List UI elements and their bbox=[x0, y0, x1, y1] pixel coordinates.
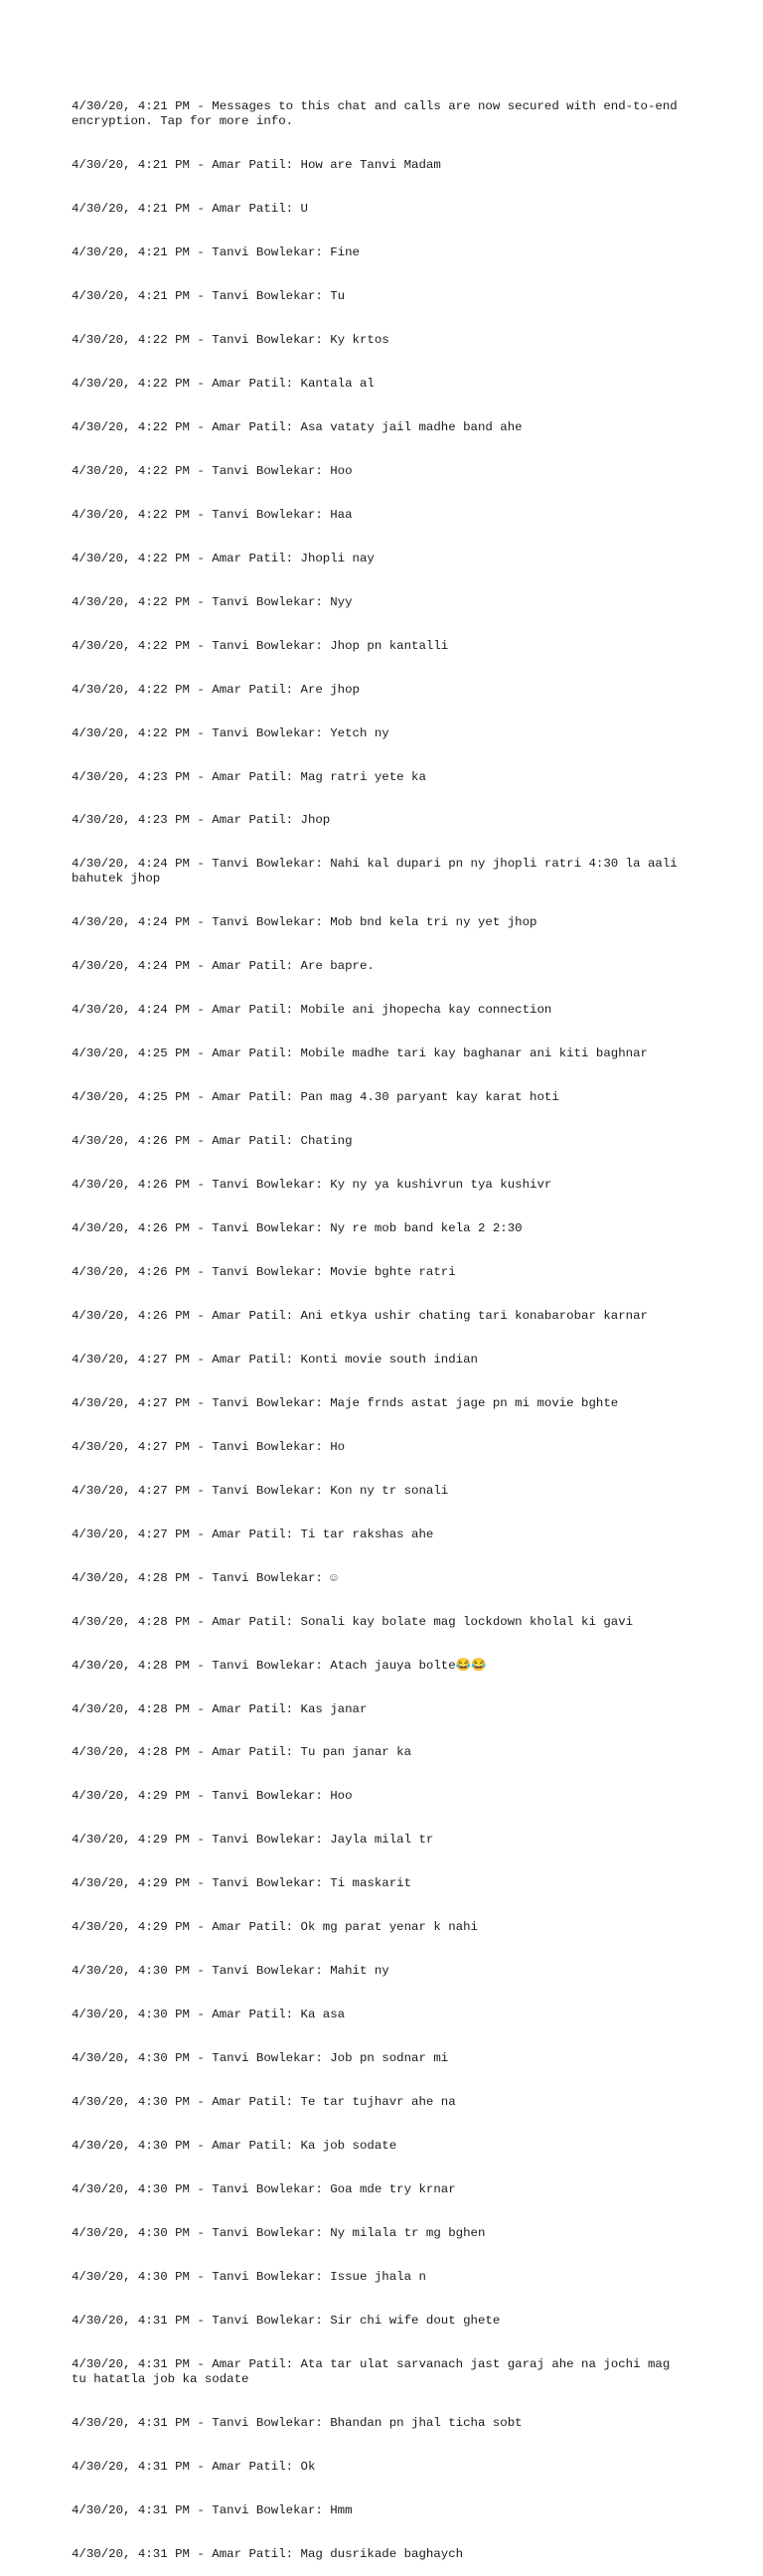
chat-line: 4/30/20, 4:27 PM - Tanvi Bowlekar: Kon ny tr sonali bbox=[72, 1483, 449, 1498]
chat-line: 4/30/20, 4:21 PM - Tanvi Bowlekar: Fine bbox=[72, 244, 360, 259]
chat-line: 4/30/20, 4:31 PM - Amar Patil: Ok bbox=[72, 2459, 316, 2474]
chat-line: 4/30/20, 4:24 PM - Tanvi Bowlekar: Nahi kal dupari pn ny jhopli ratri 4:30 la aali bahutek jhop bbox=[72, 857, 686, 886]
chat-line: 4/30/20, 4:30 PM - Amar Patil: Ka asa bbox=[72, 2008, 346, 2022]
chat-line: 4/30/20, 4:28 PM - Amar Patil: Sonali kay bolate mag lockdown kholal ki gavi bbox=[72, 1614, 634, 1629]
chat-line: 4/30/20, 4:30 PM - Tanvi Bowlekar: Ny milala tr mg bghen bbox=[72, 2226, 486, 2241]
chat-line: 4/30/20, 4:21 PM - Messages to this chat and calls are now secured with end-to-end encryption. Tap for more info. bbox=[72, 99, 686, 128]
chat-line: 4/30/20, 4:22 PM - Amar Patil: Asa vataty jail madhe band ahe bbox=[72, 419, 523, 434]
chat-line: 4/30/20, 4:22 PM - Tanvi Bowlekar: Yetch ny bbox=[72, 725, 389, 740]
chat-line: 4/30/20, 4:24 PM - Tanvi Bowlekar: Mob bnd kela tri ny yet jhop bbox=[72, 915, 537, 930]
chat-line: 4/30/20, 4:22 PM - Amar Patil: Are jhop bbox=[72, 682, 360, 697]
chat-line: 4/30/20, 4:22 PM - Tanvi Bowlekar: Jhop pn kantalli bbox=[72, 638, 449, 653]
chat-line: 4/30/20, 4:21 PM - Amar Patil: U bbox=[72, 201, 308, 216]
chat-line: 4/30/20, 4:23 PM - Amar Patil: Mag ratri yete ka bbox=[72, 769, 426, 784]
chat-line: 4/30/20, 4:27 PM - Tanvi Bowlekar: Ho bbox=[72, 1439, 346, 1454]
chat-line: 4/30/20, 4:29 PM - Tanvi Bowlekar: Ti maskarit bbox=[72, 1876, 412, 1891]
chat-line: 4/30/20, 4:25 PM - Amar Patil: Mobile madhe tari kay baghanar ani kiti baghnar bbox=[72, 1046, 648, 1060]
chat-line: 4/30/20, 4:22 PM - Tanvi Bowlekar: Ky krtos bbox=[72, 332, 389, 347]
chat-line: 4/30/20, 4:26 PM - Tanvi Bowlekar: Ky ny ya kushivrun tya kushivr bbox=[72, 1177, 552, 1192]
chat-line: 4/30/20, 4:24 PM - Amar Patil: Are bapre. bbox=[72, 959, 375, 974]
chat-line: 4/30/20, 4:22 PM - Tanvi Bowlekar: Haa bbox=[72, 507, 353, 522]
chat-line: 4/30/20, 4:27 PM - Tanvi Bowlekar: Maje frnds astat jage pn mi movie bghte bbox=[72, 1395, 619, 1410]
chat-line: 4/30/20, 4:28 PM - Amar Patil: Tu pan janar ka bbox=[72, 1745, 412, 1760]
chat-line: 4/30/20, 4:28 PM - Tanvi Bowlekar: ☺ bbox=[72, 1570, 338, 1585]
chat-line: 4/30/20, 4:26 PM - Amar Patil: Ani etkya ushir chating tari konabarobar karnar bbox=[72, 1308, 648, 1323]
chat-line: 4/30/20, 4:25 PM - Amar Patil: Pan mag 4.30 paryant kay karat hoti bbox=[72, 1089, 559, 1104]
chat-line: 4/30/20, 4:29 PM - Tanvi Bowlekar: Jayla milal tr bbox=[72, 1833, 434, 1848]
chat-line: 4/30/20, 4:26 PM - Amar Patil: Chating bbox=[72, 1133, 353, 1148]
chat-line: 4/30/20, 4:23 PM - Amar Patil: Jhop bbox=[72, 813, 331, 828]
chat-line: 4/30/20, 4:26 PM - Tanvi Bowlekar: Ny re mob band kela 2 2:30 bbox=[72, 1220, 523, 1235]
chat-line: 4/30/20, 4:26 PM - Tanvi Bowlekar: Movie bghte ratri bbox=[72, 1264, 456, 1279]
chat-line: 4/30/20, 4:27 PM - Amar Patil: Ti tar rakshas ahe bbox=[72, 1527, 434, 1541]
chat-line: 4/30/20, 4:30 PM - Tanvi Bowlekar: Issue jhala n bbox=[72, 2270, 426, 2285]
chat-line: 4/30/20, 4:22 PM - Tanvi Bowlekar: Nyy bbox=[72, 594, 353, 609]
chat-line: 4/30/20, 4:31 PM - Tanvi Bowlekar: Bhandan pn jhal ticha sobt bbox=[72, 2415, 523, 2430]
chat-line: 4/30/20, 4:30 PM - Amar Patil: Ka job sodate bbox=[72, 2139, 397, 2154]
chat-line: 4/30/20, 4:22 PM - Amar Patil: Jhopli nay bbox=[72, 551, 375, 565]
chat-line: 4/30/20, 4:21 PM - Amar Patil: How are Tanvi Madam bbox=[72, 157, 441, 172]
chat-line: 4/30/20, 4:31 PM - Amar Patil: Ata tar ulat sarvanach jast garaj ahe na jochi mag tu hatatla job ka sodate bbox=[72, 2357, 678, 2386]
chat-line: 4/30/20, 4:24 PM - Amar Patil: Mobile ani jhopecha kay connection bbox=[72, 1003, 552, 1017]
chat-line: 4/30/20, 4:30 PM - Tanvi Bowlekar: Mahit ny bbox=[72, 1964, 389, 1979]
chat-line: 4/30/20, 4:31 PM - Tanvi Bowlekar: Hmm bbox=[72, 2502, 353, 2517]
chat-line: 4/30/20, 4:30 PM - Tanvi Bowlekar: Goa mde try krnar bbox=[72, 2182, 456, 2197]
chat-line: 4/30/20, 4:30 PM - Tanvi Bowlekar: Job pn sodnar mi bbox=[72, 2051, 449, 2066]
chat-line: 4/30/20, 4:29 PM - Amar Patil: Ok mg parat yenar k nahi bbox=[72, 1920, 478, 1935]
chat-line: 4/30/20, 4:31 PM - Tanvi Bowlekar: Sir chi wife dout ghete bbox=[72, 2314, 501, 2329]
chat-line: 4/30/20, 4:22 PM - Tanvi Bowlekar: Hoo bbox=[72, 463, 353, 478]
chat-line: 4/30/20, 4:28 PM - Amar Patil: Kas janar bbox=[72, 1701, 368, 1716]
chat-line: 4/30/20, 4:30 PM - Amar Patil: Te tar tujhavr ahe na bbox=[72, 2095, 456, 2110]
chat-line: 4/30/20, 4:29 PM - Tanvi Bowlekar: Hoo bbox=[72, 1789, 353, 1804]
chat-line: 4/30/20, 4:27 PM - Amar Patil: Konti movie south indian bbox=[72, 1352, 478, 1367]
chat-line: 4/30/20, 4:21 PM - Tanvi Bowlekar: Tu bbox=[72, 288, 346, 303]
chat-line: 4/30/20, 4:22 PM - Amar Patil: Kantala al bbox=[72, 376, 375, 391]
chat-line: 4/30/20, 4:31 PM - Amar Patil: Mag dusrikade baghaych bbox=[72, 2546, 464, 2561]
chat-line: 4/30/20, 4:28 PM - Tanvi Bowlekar: Atach jauya bolte😂😂 bbox=[72, 1658, 487, 1673]
chat-transcript bbox=[72, 71, 691, 2576]
